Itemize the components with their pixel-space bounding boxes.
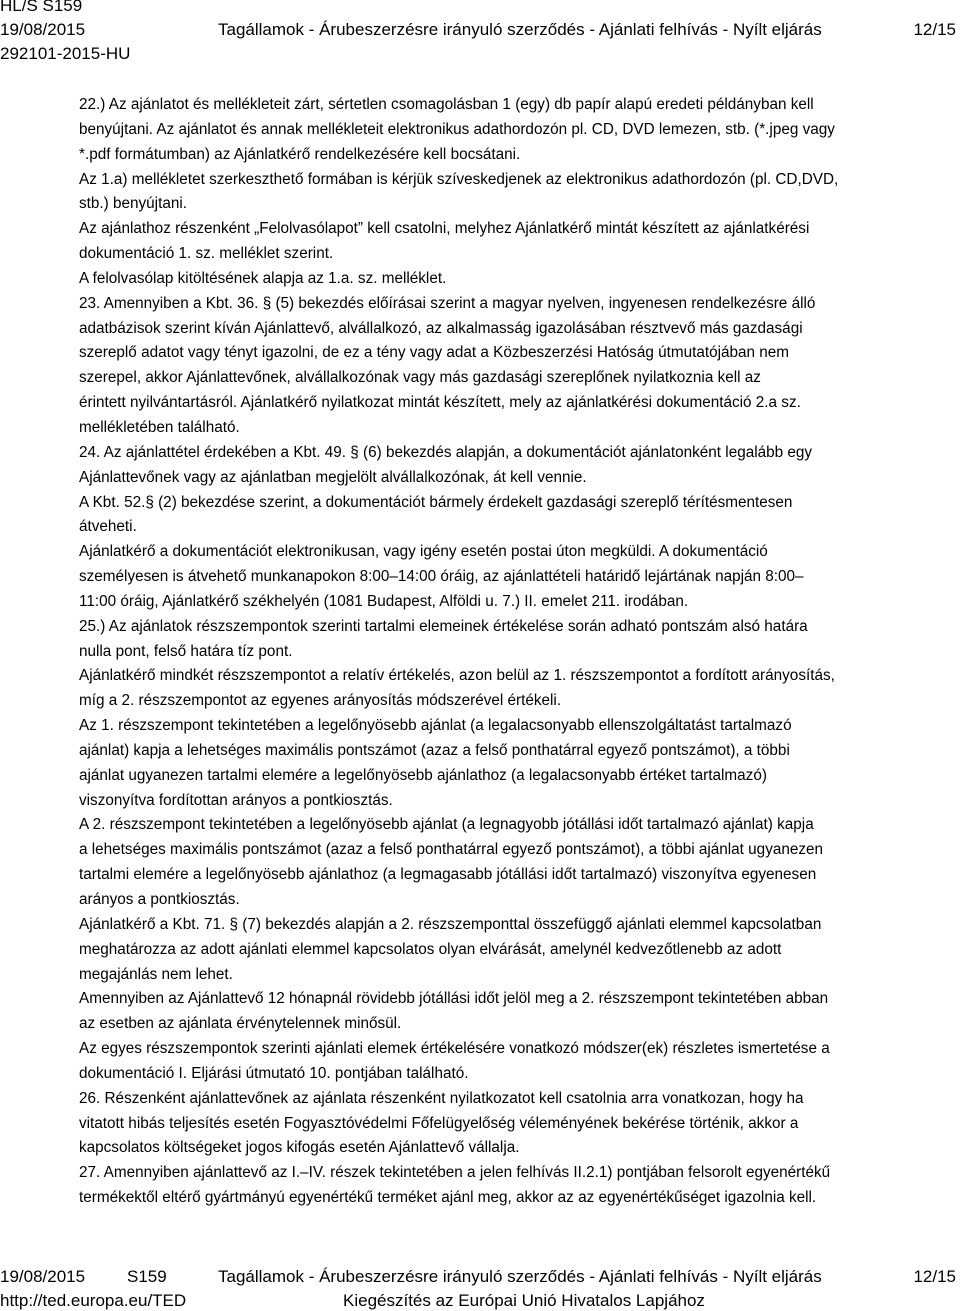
text-line: Ajánlatkérő a dokumentációt elektronikusan, vagy igény esetén postai úton megküldi. A dokumentáció (79, 543, 768, 561)
text-line: meghatározza az adott ajánlati elemmel kapcsolatos olyan elvárását, amelynél kedvezőtlenebb az adott (79, 940, 782, 958)
text-line: dokumentáció 1. sz. melléklet szerint. (79, 245, 334, 263)
text-line: mellékletében található. (79, 418, 240, 436)
text-line: 11:00 óráig, Ajánlatkérő székhelyén (1081 Budapest, Alföldi u. 7.) II. emelet 211. irodában. (79, 592, 689, 610)
text-line: Az 1.a) mellékletet szerkeszthető formában is kérjük szíveskedjenek az elektronikus adathordozón (pl. CD,DVD, (79, 170, 839, 188)
text-line: viszonyítva fordítottan arányos a pontkiosztás. (79, 791, 393, 809)
text-line: tartalmi elemére a legelőnyösebb ajánlathoz (a legmagasabb jótállási időt tartalmazó) viszonyítva egyenesen (79, 866, 817, 884)
text-line: míg a 2. részszempontot az egyenes arányosítás módszerével értékeli. (79, 692, 562, 710)
text-line: arányos a pontkiosztás. (79, 891, 240, 908)
footer-title: Tagállamok - Árubeszerzésre irányuló szerződés - Ajánlati felhívás - Nyílt eljárás (218, 1267, 822, 1286)
text-line: ajánlat) kapja a lehetséges maximális pontszámot (azaz a felső ponthatárral egyező pontszámot), a többi (79, 741, 790, 759)
text-line: adatbázisok szerint kíván Ajánlattevő, alvállalkozó, az alkalmasság igazolásában résztvevő más gazdasági (79, 319, 803, 337)
document-body (79, 93, 955, 1211)
page-footer (0, 1264, 960, 1311)
text-line: A 2. részszempont tekintetében a legelőnyösebb ajánlat (a legnagyobb jótállási időt tartalmazó ajánlat) kapja (79, 816, 814, 834)
text-line: benyújtani. Az ajánlatot és annak mellékleteit elektronikus adathordozón pl. CD, DVD lemezen, stb. (*.jpeg vagy (79, 120, 835, 138)
text-line: érintett nyilvántartásról. Ajánlatkérő nyilatkozat mintát készített, mely az ajánlatkérési dokumentáció 2.a sz. (79, 394, 801, 412)
text-line: a lehetséges maximális pontszámot (azaz a felső ponthatárral egyező pontszámot), a többi ajánlat ugyanezen (79, 841, 824, 859)
text-line: személyesen is átvehető munkanapokon 8:00–14:00 óráig, az ajánlattételi határidő lejártának napján 8:00– (79, 568, 804, 586)
text-line: átveheti. (79, 518, 137, 536)
header-title: Tagállamok - Árubeszerzésre irányuló szerződés - Ajánlati felhívás - Nyílt eljárás (218, 20, 822, 39)
text-line: A felolvasólap kitöltésének alapja az 1.a. sz. melléklet. (79, 269, 447, 287)
text-line: 22.) Az ajánlatot és mellékleteit zárt, sértetlen csomagolásban 1 (egy) db papír alapú eredeti példányban kell (79, 96, 814, 113)
text-line: Az egyes részszempontok szerinti ajánlati elemek értékelésére vonatkozó módszer(ek) részletes ismertetése a (79, 1040, 830, 1058)
header-date: 19/08/2015 (0, 20, 86, 39)
text-line: 27. Amennyiben ajánlattevő az I.–IV. részek tekintetében a jelen felhívás II.2.1) pontjában felsorolt egyenértékű (79, 1164, 831, 1182)
text-line: *.pdf formátumban) az Ajánlatkérő rendelkezésére kell bocsátani. (79, 145, 521, 163)
text-line: szereplő adatot vagy tényt igazolni, de ez a tény vagy adat a Közbeszerzési Hatóság útmutatójában nem (79, 344, 790, 362)
header-doc-id: 292101-2015-HU (0, 44, 131, 63)
text-line: vitatott hibás teljesítés esetén Fogyasztóvédelmi Főfelügyelőség véleményének bekérése történik, akkor a (79, 1114, 799, 1132)
footer-page-number: 12/15 (913, 1267, 956, 1286)
text-line: Ajánlattevőnek vagy az ajánlatban megjelölt alvállalkozónak, át kell vennie. (79, 468, 587, 486)
text-line: Ajánlatkérő a Kbt. 71. § (7) bekezdés alapján a 2. részszemponttal összefüggő ajánlati elemmel kapcsolatban (79, 915, 822, 933)
text-line: 25.) Az ajánlatok részszempontok szerinti tartalmi elemeinek értékelése során adható pontszám alsó határa (79, 617, 808, 635)
text-line: Az ajánlathoz részenként „Felolvasólapot” kell csatolni, melyhez Ajánlatkérő mintát készített az ajánlatkérési (79, 220, 810, 238)
text-line: az esetben az ajánlata érvénytelennek minősül. (79, 1015, 402, 1033)
text-line: Ajánlatkérő mindkét részszempontot a relatív értékelés, azon belül az 1. részszempontot a fordított arányosítás, (79, 667, 835, 685)
header-series: HL/S S159 (0, 0, 83, 15)
text-line: 26. Részenként ajánlattevőnek az ajánlata részenként nyilatkozatot kell csatolnia arra vonatkozan, hogy ha (79, 1089, 804, 1107)
footer-supplement: Kiegészítés az Európai Unió Hivatalos Lapjához (343, 1291, 705, 1310)
footer-series: S159 (127, 1267, 167, 1286)
footer-date: 19/08/2015 (0, 1267, 86, 1286)
text-line: 23. Amennyiben a Kbt. 36. § (5) bekezdés előírásai szerint a magyar nyelven, ingyenesen rendelkezésre álló (79, 294, 816, 312)
page-header (0, 0, 960, 78)
text-line: 24. Az ajánlattétel érdekében a Kbt. 49. § (6) bekezdés alapján, a dokumentációt ajánlatonként legalább egy (79, 443, 813, 461)
text-line: dokumentáció I. Eljárási útmutató 10. pontjában található. (79, 1064, 469, 1082)
text-line: ajánlat ugyanezen tartalmi elemére a legelőnyösebb ajánlathoz (a legalacsonyabb értéket tartalmazó) (79, 766, 767, 784)
text-line: stb.) benyújtani. (79, 195, 187, 213)
footer-url-link[interactable]: http://ted.europa.eu/TED (0, 1291, 187, 1310)
text-line: Az 1. részszempont tekintetében a legelőnyösebb ajánlat (a legalacsonyabb ellenszolgáltatást tartalmazó (79, 717, 792, 735)
text-line: kapcsolatos költségeket jogos kifogás esetén Ajánlattevő vállalja. (79, 1139, 520, 1157)
text-line: szerepel, akkor Ajánlattevőnek, alvállalkozónak vagy más gazdasági szereplőnek nyilatkoznia kell az (79, 369, 761, 387)
header-page-number: 12/15 (913, 20, 956, 39)
text-line: megajánlás nem lehet. (79, 965, 233, 983)
text-line: Amennyiben az Ajánlattevő 12 hónapnál rövidebb jótállási időt jelöl meg a 2. részszempont tekintetében abban (79, 990, 829, 1008)
text-line: termékektől eltérő gyártmányú egyenértékű terméket ajánl meg, akkor az az egyenértékűséget igazolnia kell. (79, 1189, 817, 1207)
text-line: nulla pont, felső határa tíz pont. (79, 642, 293, 660)
text-line: A Kbt. 52.§ (2) bekezdése szerint, a dokumentációt bármely érdekelt gazdasági szereplő térítésmentesen (79, 493, 793, 511)
